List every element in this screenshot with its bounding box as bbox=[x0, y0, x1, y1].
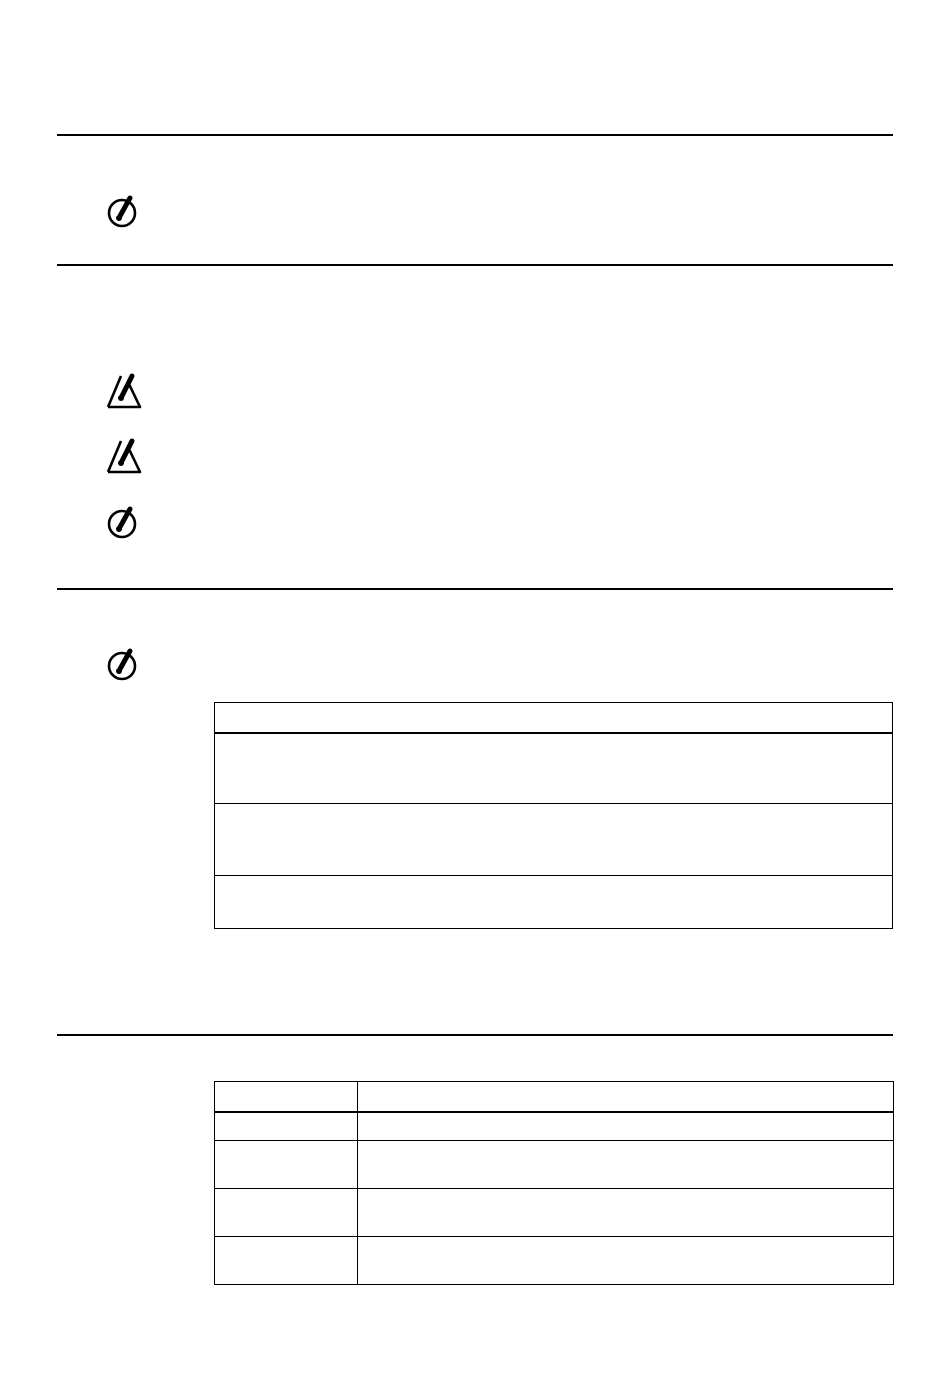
table-row bbox=[215, 804, 893, 876]
table-cell bbox=[358, 1112, 894, 1141]
spec-table bbox=[214, 1081, 894, 1285]
table-cell bbox=[215, 1189, 358, 1237]
caution-pen-icon bbox=[104, 437, 144, 477]
table-header-row bbox=[215, 1082, 894, 1112]
table-cell bbox=[215, 1237, 358, 1285]
table-cell bbox=[215, 804, 893, 876]
table-header-cell bbox=[215, 1082, 358, 1112]
table-cell bbox=[358, 1141, 894, 1189]
table-header-row bbox=[215, 703, 893, 733]
table-row bbox=[215, 1141, 894, 1189]
table-cell bbox=[215, 876, 893, 929]
caution-pen-icon bbox=[104, 372, 144, 412]
table-row bbox=[215, 1189, 894, 1237]
table-cell bbox=[358, 1189, 894, 1237]
note-pen-icon bbox=[104, 503, 144, 543]
table-cell bbox=[215, 1112, 358, 1141]
note-pen-icon bbox=[104, 192, 144, 232]
table-header-cell bbox=[358, 1082, 894, 1112]
section-divider-2 bbox=[57, 264, 893, 266]
table-row bbox=[215, 876, 893, 929]
table-cell bbox=[215, 733, 893, 804]
table-header-cell bbox=[215, 703, 893, 733]
table-cell bbox=[215, 1141, 358, 1189]
info-table bbox=[214, 702, 893, 929]
section-divider-3 bbox=[57, 588, 893, 590]
note-pen-icon bbox=[104, 645, 144, 685]
section-divider-4 bbox=[57, 1034, 893, 1036]
section-divider-1 bbox=[57, 134, 893, 136]
table-cell bbox=[358, 1237, 894, 1285]
table-row bbox=[215, 1237, 894, 1285]
table-row bbox=[215, 1112, 894, 1141]
table-row bbox=[215, 733, 893, 804]
